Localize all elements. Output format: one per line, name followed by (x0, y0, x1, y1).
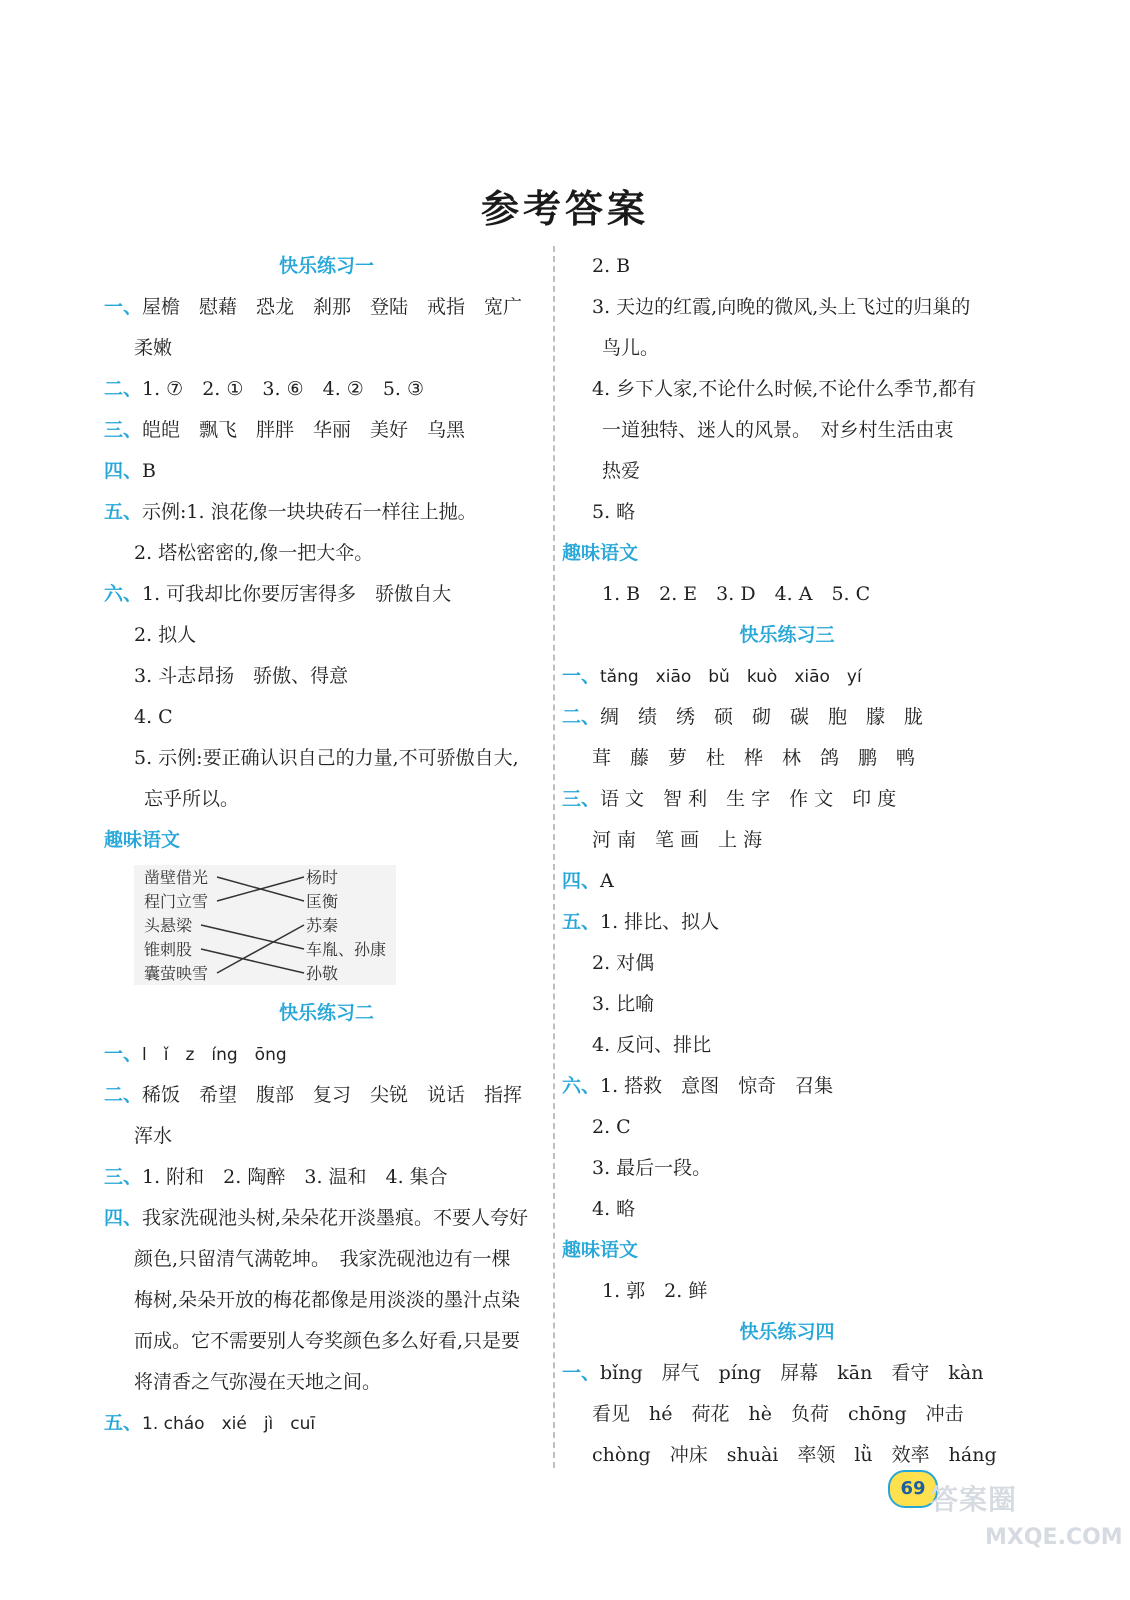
answer-line: 4. 反问、排比 (592, 1034, 712, 1056)
answer-line (104, 287, 549, 328)
section-heading: 快乐练习四 (739, 1321, 835, 1343)
answer-text: bǐng 屏气 píng 屏幕 kān 看守 kàn (600, 1362, 984, 1384)
fun-chinese-heading: 趣味语文 (562, 1239, 639, 1261)
answer-line: 茸 藤 萝 杜 桦 林 鸽 鹏 鸭 (592, 747, 916, 769)
answer-line: 2. C (592, 1116, 631, 1138)
answer-line (104, 574, 549, 615)
answer-text: 屋檐 慰藉 恐龙 刹那 登陆 戒指 宽广 (142, 296, 523, 318)
answer-line (104, 369, 549, 410)
item-marker: 六、 (104, 583, 143, 605)
answer-line (562, 861, 1012, 902)
answer-line: chòng 冲床 shuài 率领 lǜ 效率 háng (592, 1444, 997, 1466)
item-marker: 四、 (104, 460, 143, 482)
answer-line (562, 656, 1012, 697)
answer-text: A (600, 870, 614, 892)
answer-line (562, 1066, 1012, 1107)
section-heading: 快乐练习二 (278, 1002, 374, 1024)
matching-lines (104, 865, 404, 987)
item-marker: 五、 (562, 911, 601, 933)
item-marker: 五、 (104, 501, 143, 523)
answer-line: 河 南 笔 画 上 海 (592, 829, 763, 851)
match-left-item: 凿壁借光 (144, 868, 209, 887)
item-marker: 二、 (562, 706, 601, 728)
item-marker: 四、 (562, 870, 601, 892)
answer-line (104, 451, 549, 492)
answer-line (104, 492, 549, 533)
answer-line (562, 902, 1012, 943)
answer-line: 2. B (592, 255, 631, 277)
answer-line: 3. 比喻 (592, 993, 655, 1015)
answer-line (104, 1403, 549, 1444)
answer-line: 浑水 (134, 1125, 173, 1147)
item-marker: 一、 (562, 665, 601, 687)
answer-text: 1. cháo xié jì cuī (142, 1414, 316, 1434)
match-right-item: 杨时 (306, 868, 339, 887)
item-marker: 二、 (104, 378, 143, 400)
answer-text: 1. 附和 2. 陶醉 3. 温和 4. 集合 (142, 1166, 448, 1188)
answer-line: 3. 最后一段。 (592, 1157, 712, 1179)
watermark-logo: 答案圈 (930, 1483, 1018, 1516)
item-marker: 三、 (104, 419, 143, 441)
answer-text: l ǐ z íng ōng (142, 1045, 287, 1065)
answer-line: 5. 略 (592, 501, 636, 523)
answer-line: 1. B 2. E 3. D 4. A 5. C (602, 583, 871, 605)
answer-line (104, 410, 549, 451)
answer-line: 一道独特、迷人的风景。 对乡村生活由衷 (602, 419, 954, 441)
answer-text: B (142, 460, 156, 482)
fun-chinese-heading: 趣味语文 (562, 542, 639, 564)
right-column (562, 246, 1012, 1476)
answer-text: 1. 排比、拟人 (600, 911, 720, 933)
answer-line: 5. 示例:要正确认识自己的力量,不可骄傲自大, (134, 747, 519, 769)
answer-line (104, 1157, 549, 1198)
answer-line: 热爱 (602, 460, 641, 482)
left-column (104, 246, 549, 1444)
answer-text: 1. 可我却比你要厉害得多 骄傲自大 (142, 583, 452, 605)
fun-chinese-heading: 趣味语文 (104, 829, 181, 851)
item-marker: 三、 (104, 1166, 143, 1188)
item-marker: 一、 (104, 296, 143, 318)
item-marker: 二、 (104, 1084, 143, 1106)
answer-line: 看见 hé 荷花 hè 负荷 chōng 冲击 (592, 1403, 964, 1425)
answer-line: 4. 乡下人家,不论什么时候,不论什么季节,都有 (592, 378, 977, 400)
answer-line (562, 779, 1012, 820)
answer-line: 3. 天边的红霞,向晚的微风,头上飞过的归巢的 (592, 296, 971, 318)
answer-line: 3. 斗志昂扬 骄傲、得意 (134, 665, 349, 687)
match-right-item: 孙敬 (306, 964, 339, 983)
answer-text: 绸 绩 绣 硕 砌 碳 胞 朦 胧 (600, 706, 924, 728)
answer-line: 2. 塔松密密的,像一把大伞。 (134, 542, 374, 564)
section-heading: 快乐练习一 (278, 255, 374, 277)
match-right-item: 匡衡 (306, 892, 339, 911)
answer-text: 语 文 智 利 生 字 作 文 印 度 (600, 788, 897, 810)
answer-text: 稀饭 希望 腹部 复习 尖锐 说话 指挥 (142, 1084, 523, 1106)
matching-diagram (104, 865, 549, 987)
answer-text: 示例:1. 浪花像一块块砖石一样往上抛。 (142, 501, 477, 523)
answer-line (104, 1198, 549, 1239)
answer-line: 将清香之气弥漫在天地之间。 (134, 1371, 382, 1393)
answer-line: 忘乎所以。 (144, 788, 240, 810)
answer-line: 4. 略 (592, 1198, 636, 1220)
answer-line: 梅树,朵朵开放的梅花都像是用淡淡的墨汁点染 (134, 1289, 521, 1311)
match-left-item: 锥刺股 (144, 940, 193, 959)
answer-text: 我家洗砚池头树,朵朵花开淡墨痕。不要人夸好 (142, 1207, 529, 1229)
column-divider (553, 246, 555, 1468)
page-title: 参考答案 (480, 186, 649, 231)
answer-line: 颜色,只留清气满乾坤。 我家洗砚池边有一棵 (134, 1248, 511, 1270)
item-marker: 一、 (562, 1362, 601, 1384)
answer-line (104, 1034, 549, 1075)
item-marker: 五、 (104, 1412, 143, 1434)
item-marker: 一、 (104, 1043, 143, 1065)
item-marker: 三、 (562, 788, 601, 810)
answer-line: 鸟儿。 (602, 337, 660, 359)
answer-text: 皑皑 飘飞 胖胖 华丽 美好 乌黑 (142, 419, 466, 441)
answer-line: 1. 郭 2. 鲜 (602, 1280, 708, 1302)
answer-line (562, 697, 1012, 738)
page-number-badge: 69 (888, 1470, 938, 1508)
answer-line: 2. 对偶 (592, 952, 655, 974)
answer-line (104, 1075, 549, 1116)
match-left-item: 囊萤映雪 (144, 964, 209, 983)
answer-text: 1. 搭救 意图 惊奇 召集 (600, 1075, 834, 1097)
section-heading: 快乐练习三 (739, 624, 835, 646)
match-left-item: 程门立雪 (144, 892, 209, 911)
answer-line (562, 1353, 1012, 1394)
match-right-item: 车胤、孙康 (306, 940, 387, 959)
answer-text: 1. ⑦ 2. ① 3. ⑥ 4. ② 5. ③ (142, 378, 425, 400)
item-marker: 四、 (104, 1207, 143, 1229)
item-marker: 六、 (562, 1075, 601, 1097)
answer-line: 而成。它不需要别人夸奖颜色多么好看,只是要 (134, 1330, 521, 1352)
match-left-item: 头悬梁 (144, 916, 193, 935)
answer-text: tǎng xiāo bǔ kuò xiāo yí (600, 667, 862, 687)
watermark-url: MXQE.COM (985, 1525, 1123, 1550)
answer-line: 4. C (134, 706, 173, 728)
answer-line: 2. 拟人 (134, 624, 197, 646)
answer-line: 柔嫩 (134, 337, 173, 359)
match-right-item: 苏秦 (306, 916, 339, 935)
